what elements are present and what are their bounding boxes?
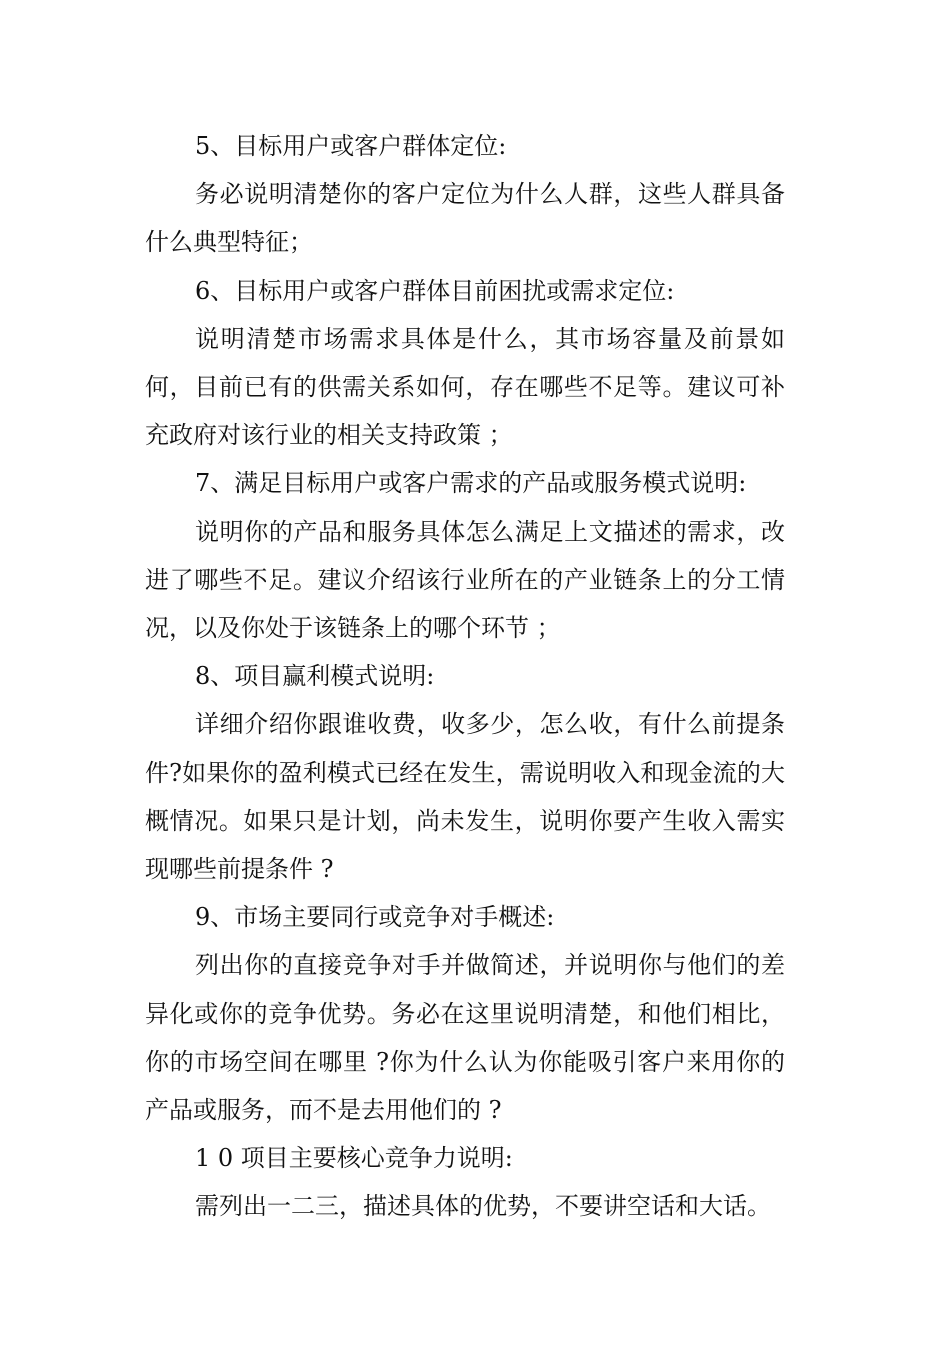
section-10-body: 需列出一二三，描述具体的优势，不要讲空话和大话。 [195,1192,771,1221]
section-9-body: 列出你的直接竞争对手并做简述，并说明你与他们的差异化或你的竞争优势。务必在这里说明清楚，和他们相比，你的市场空间在哪里 ?你为什么认为你能吸引客户来用你的产品或服务，而不是去用他们的 ? [145,951,785,1125]
section-6-heading: 6、目标用户或客户群体目前困扰或需求定位: [195,276,675,305]
section-6-body: 说明清楚市场需求具体是什么，其市场容量及前景如何，目前已有的供需关系如何，存在哪些不足等。建议可补充政府对该行业的相关支持政策 ； [145,324,785,450]
document-body [145,122,785,1231]
section-5-body: 务必说明清楚你的客户定位为什么人群，这些人群具备什么典型特征； [145,180,785,257]
section-5-heading: 5、目标用户或客户群体定位: [195,132,507,160]
section-7-body: 说明你的产品和服务具体怎么满足上文描述的需求，改进了哪些不足。建议介绍该行业所在的产业链条上的分工情况，以及你处于该链条上的哪个环节 ； [145,517,785,643]
section-7-heading: 7、满足目标用户或客户需求的产品或服务模式说明: [195,469,747,498]
section-8-heading: 8、项目赢利模式说明: [195,662,435,691]
section-10-heading: 1 0 项目主要核心竞争力说明: [195,1144,513,1173]
section-8-body: 详细介绍你跟谁收费，收多少，怎么收，有什么前提条件?如果你的盈利模式已经在发生，需说明收入和现金流的大概情况。如果只是计划，尚未发生，说明你要产生收入需实现哪些前提条件 ? [145,710,785,884]
section-9-heading: 9、市场主要同行或竞争对手概述: [195,903,555,932]
